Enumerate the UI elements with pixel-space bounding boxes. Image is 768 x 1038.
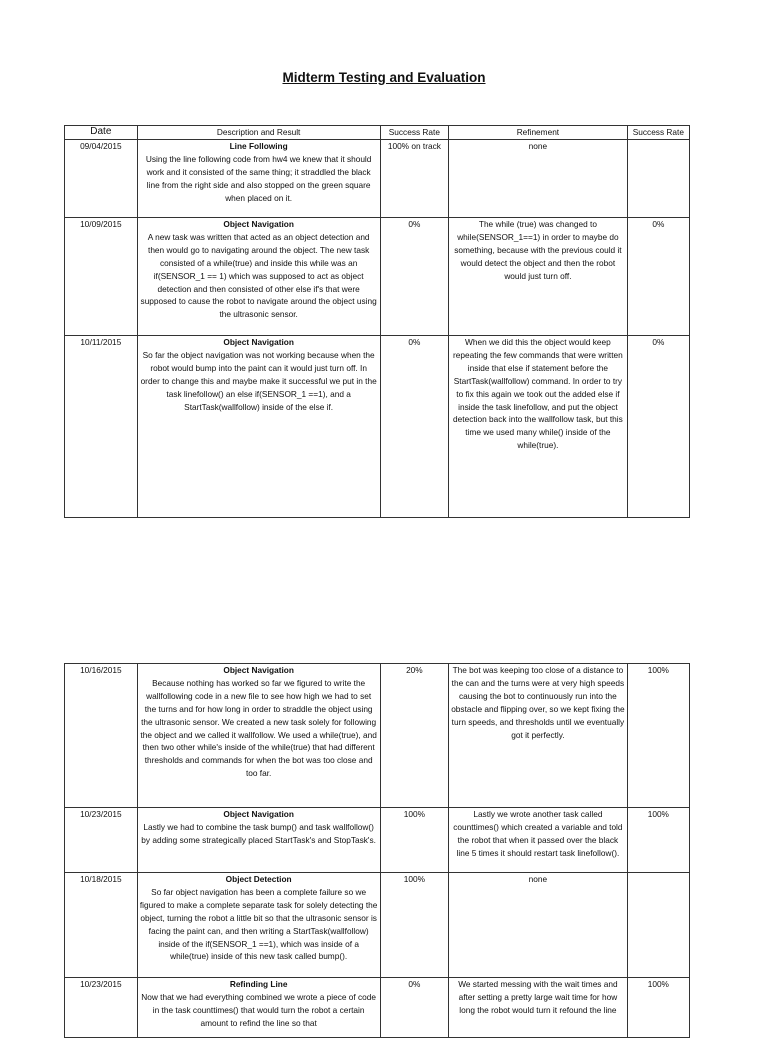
header-description: Description and Result [137,126,380,140]
entry-title: Object Navigation [223,219,294,229]
cell-success-rate: 0% [380,978,449,1038]
cell-refinement: The bot was keeping too close of a distance to the can and the turns were at very high speeds causing the bot to continuously run into the obstacle and flipping over, so we kept fixing the turn speeds, and thresholds until we eventually got it perfectly. [449,664,628,808]
entry-description: Because nothing has worked so far we figured to write the wallfollowing code in a new file to see how high we had to set the turns and for how long in order to straddle the object using the ultrasonic sensor. We created a new task solely for following the object and we called it wallfollow. We used a while(true), and then two other while's inside of the while(true) that had different thresholds and commands for when the bot was too close and too far. [140,677,377,779]
cell-date: 10/23/2015 [65,978,138,1038]
table-row [65,808,690,873]
entry-title: Object Navigation [223,809,294,819]
cell-description [137,664,380,808]
entry-description: Lastly we had to combine the task bump() and task wallfollow() by adding some strategically placed StartTask's and StopTask's. [141,821,376,845]
cell-description [137,873,380,978]
entry-description: So far the object navigation was not working because when the robot would bump into the paint can it would just turn off. In order to change this and maybe make it successful we put in the task linefollow() an else if(SENSOR_1 ==1), and a StartTask(wallfollow) inside of the else if. [140,349,377,412]
table-row [65,873,690,978]
cell-refinement-success-rate: 100% [627,978,689,1038]
evaluation-table-page-2 [64,663,690,1038]
table-row [65,336,690,518]
entry-description: A new task was written that acted as an object detection and then would go to navigating around the object. The new task consisted of a while(true) and inside this while was an if(SENSOR_1 == 1) which was supposed to act as object detection and then consisted of other else if's that were supposed to cause the robot to navigate around the object using the ultrasonic sensor. [140,231,377,320]
cell-date: 10/11/2015 [65,336,138,518]
cell-success-rate: 0% [380,336,449,518]
cell-success-rate: 0% [380,218,449,336]
cell-date: 10/09/2015 [65,218,138,336]
entry-title: Object Detection [225,874,292,884]
cell-date: 10/23/2015 [65,808,138,873]
entry-description: Now that we had everything combined we wrote a piece of code in the task counttimes() that would turn the robot a certain amount to refind the line so that [141,991,377,1028]
header-success-rate: Success Rate [380,126,449,140]
cell-success-rate: 20% [380,664,449,808]
cell-description [137,978,380,1038]
table-row [65,664,690,808]
cell-success-rate: 100% on track [380,140,449,218]
entry-title: Refinding Line [229,979,288,989]
header-refinement: Refinement [449,126,628,140]
cell-refinement: Lastly we wrote another task called counttimes() which created a variable and told the robot that when it passed over the black line 5 times it should restart task linefollow(). [449,808,628,873]
cell-refinement: When we did this the object would keep repeating the few commands that were written inside that else if statement before the StartTask(wallfollow) command. In order to try to fix this again we took out the added else if inside the task linefollow, and put the object detection back into the wallfollow task, but this time we used many while() inside of the while(true). [449,336,628,518]
cell-refinement-success-rate [627,140,689,218]
cell-refinement-success-rate: 0% [627,218,689,336]
cell-description [137,808,380,873]
cell-refinement-success-rate [627,873,689,978]
cell-description [137,218,380,336]
header-refinement-success-rate: Success Rate [627,126,689,140]
cell-success-rate: 100% [380,808,449,873]
table-header-row [65,126,690,140]
evaluation-table-page-1 [64,125,690,518]
table-row [65,978,690,1038]
cell-refinement-success-rate: 0% [627,336,689,518]
cell-success-rate: 100% [380,873,449,978]
cell-date: 10/16/2015 [65,664,138,808]
cell-refinement-success-rate: 100% [627,664,689,808]
entry-title: Line Following [229,141,288,151]
document-title: Midterm Testing and Evaluation [282,70,486,85]
cell-refinement: none [449,873,628,978]
cell-description [137,336,380,518]
cell-date: 10/18/2015 [65,873,138,978]
entry-title: Object Navigation [223,665,294,675]
entry-description: Using the line following code from hw4 we knew that it should work and it consisted of the same thing; it straddled the black line from the right side and also stopped on the green square when placed on it. [145,153,372,203]
cell-refinement: We started messing with the wait times and after setting a pretty large wait time for how long the robot would turn it refound the line [449,978,628,1038]
cell-refinement: The while (true) was changed to while(SENSOR_1==1) in order to maybe do something, because with the previous could it would detect the object and then the robot would just turn off. [449,218,628,336]
entry-description: So far object navigation has been a complete failure so we figured to make a complete separate task for solely detecting the object, turning the robot a little bit so that the ultrasonic sensor is facing the paint can, and then writing a StartTask(wallfollow) inside of the if(SENSOR_1 ==1), which was inside of a while(true) inside of this new task called bump(). [139,886,378,962]
header-date: Date [65,126,138,140]
cell-description [137,140,380,218]
entry-title: Object Navigation [223,337,294,347]
table-row [65,218,690,336]
cell-refinement: none [449,140,628,218]
cell-refinement-success-rate: 100% [627,808,689,873]
table-row [65,140,690,218]
cell-date: 09/04/2015 [65,140,138,218]
